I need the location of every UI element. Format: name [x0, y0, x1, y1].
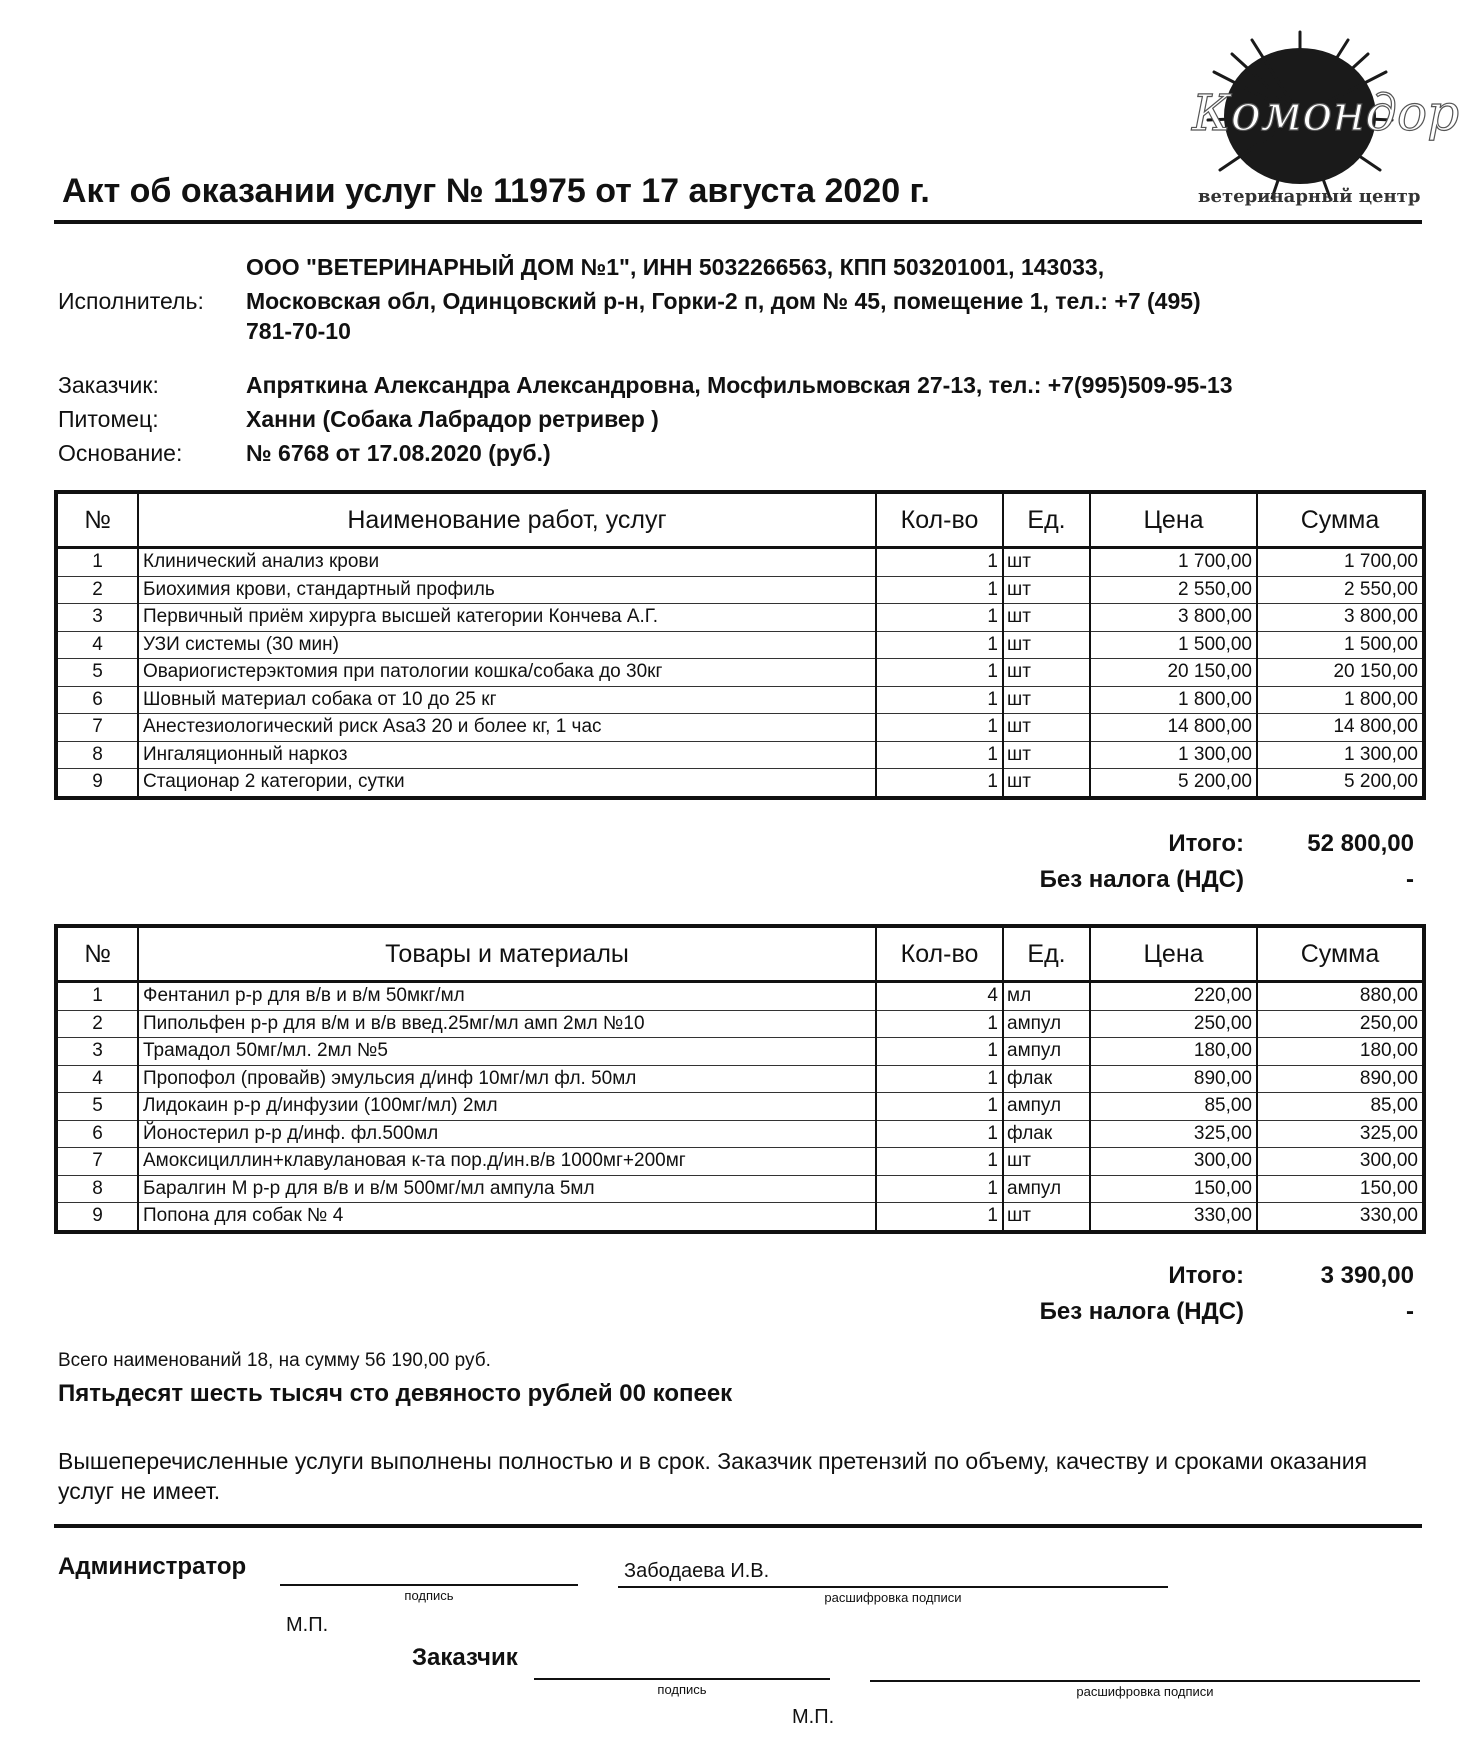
row-unit: шт — [1003, 1148, 1090, 1176]
row-qty: 1 — [876, 604, 1003, 632]
row-qty: 1 — [876, 741, 1003, 769]
row-price: 2 550,00 — [1090, 576, 1257, 604]
row-sum: 1 300,00 — [1257, 741, 1424, 769]
executor-line-1: ООО "ВЕТЕРИНАРНЫЙ ДОМ №1", ИНН 5032266563, КПП 503201001, 143033, — [246, 254, 1105, 280]
table-row — [56, 659, 1424, 687]
admin-name: Забодаева И.В. — [624, 1560, 770, 1582]
pet-value: Ханни (Собака Лабрадор ретривер ) — [246, 406, 659, 432]
goods-total-value: 3 390,00 — [1320, 1262, 1414, 1289]
table-row — [56, 714, 1424, 742]
row-name: Биохимия крови, стандартный профиль — [138, 576, 876, 604]
logo-script: Комондор — [1192, 84, 1460, 142]
row-no: 3 — [56, 1038, 138, 1066]
row-name: Ингаляционный наркоз — [138, 741, 876, 769]
services-header-row — [56, 492, 1424, 548]
col-sum: Сумма — [1257, 492, 1424, 548]
table-row — [56, 769, 1424, 798]
row-price: 1 700,00 — [1090, 548, 1257, 577]
row-no: 2 — [56, 576, 138, 604]
customer-signature-caption: подпись — [657, 1682, 707, 1697]
row-no: 6 — [56, 686, 138, 714]
row-price: 14 800,00 — [1090, 714, 1257, 742]
table-row — [56, 1010, 1424, 1038]
row-no: 8 — [56, 741, 138, 769]
amount-in-words: Пятьдесят шесть тысяч сто девяносто рублей 00 копеек — [58, 1380, 733, 1407]
row-unit: ампул — [1003, 1038, 1090, 1066]
row-name: Клинический анализ крови — [138, 548, 876, 577]
row-name: Пропофол (провайв) эмульсия д/инф 10мг/мл фл. 50мл — [138, 1065, 876, 1093]
goods-header-row — [56, 926, 1424, 982]
row-price: 5 200,00 — [1090, 769, 1257, 798]
admin-label: Администратор — [58, 1553, 247, 1580]
row-price: 890,00 — [1090, 1065, 1257, 1093]
row-name: Амоксициллин+клавулановая к-та пор.д/ин.в/в 1000мг+200мг — [138, 1148, 876, 1176]
row-no: 9 — [56, 1203, 138, 1232]
table-row — [56, 1065, 1424, 1093]
basis-label: Основание: — [58, 440, 183, 466]
row-qty: 1 — [876, 548, 1003, 577]
row-qty: 1 — [876, 1120, 1003, 1148]
row-no: 1 — [56, 982, 138, 1011]
goods-table — [54, 924, 1426, 1234]
admin-signature-caption: подпись — [404, 1588, 454, 1603]
services-total-label: Итого: — [1168, 830, 1244, 857]
row-sum: 3 800,00 — [1257, 604, 1424, 632]
row-no: 2 — [56, 1010, 138, 1038]
row-sum: 85,00 — [1257, 1093, 1424, 1121]
row-name: Трамадол 50мг/мл. 2мл №5 — [138, 1038, 876, 1066]
col-sum: Сумма — [1257, 926, 1424, 982]
row-price: 220,00 — [1090, 982, 1257, 1011]
goods-total-label: Итого: — [1168, 1262, 1244, 1289]
executor-label: Исполнитель: — [58, 288, 204, 314]
logo — [1180, 20, 1460, 210]
table-row — [56, 1038, 1424, 1066]
row-unit: шт — [1003, 576, 1090, 604]
row-qty: 1 — [876, 659, 1003, 687]
row-unit: шт — [1003, 604, 1090, 632]
row-unit: шт — [1003, 1203, 1090, 1232]
row-price: 20 150,00 — [1090, 659, 1257, 687]
row-no: 5 — [56, 659, 138, 687]
row-qty: 1 — [876, 1093, 1003, 1121]
row-unit: шт — [1003, 714, 1090, 742]
customer-stamp-place: М.П. — [792, 1706, 835, 1728]
table-row — [56, 982, 1424, 1011]
row-price: 330,00 — [1090, 1203, 1257, 1232]
row-name: Овариогистерэктомия при патологии кошка/собака до 30кг — [138, 659, 876, 687]
pet-label: Питомец: — [58, 406, 159, 432]
row-qty: 1 — [876, 1010, 1003, 1038]
row-name: Первичный приём хирурга высшей категории Кончева А.Г. — [138, 604, 876, 632]
row-no: 9 — [56, 769, 138, 798]
basis-value: № 6768 от 17.08.2020 (руб.) — [246, 440, 551, 466]
table-row — [56, 1148, 1424, 1176]
row-price: 1 300,00 — [1090, 741, 1257, 769]
row-price: 325,00 — [1090, 1120, 1257, 1148]
row-sum: 20 150,00 — [1257, 659, 1424, 687]
col-price: Цена — [1090, 492, 1257, 548]
row-qty: 1 — [876, 631, 1003, 659]
admin-decode-caption: расшифровка подписи — [824, 1590, 962, 1605]
row-sum: 14 800,00 — [1257, 714, 1424, 742]
row-sum: 5 200,00 — [1257, 769, 1424, 798]
row-price: 300,00 — [1090, 1148, 1257, 1176]
row-unit: мл — [1003, 982, 1090, 1011]
row-qty: 1 — [876, 686, 1003, 714]
row-price: 1 800,00 — [1090, 686, 1257, 714]
row-name: УЗИ системы (30 мин) — [138, 631, 876, 659]
table-row — [56, 1093, 1424, 1121]
header-divider — [54, 220, 1422, 224]
row-sum: 1 800,00 — [1257, 686, 1424, 714]
executor-line-3: 781-70-10 — [246, 318, 351, 344]
row-price: 85,00 — [1090, 1093, 1257, 1121]
table-row — [56, 686, 1424, 714]
row-unit: шт — [1003, 769, 1090, 798]
row-name: Йоностерил р-р д/инф. фл.500мл — [138, 1120, 876, 1148]
goods-vat-label: Без налога (НДС) — [1039, 1298, 1244, 1325]
row-price: 180,00 — [1090, 1038, 1257, 1066]
table-row — [56, 548, 1424, 577]
row-qty: 1 — [876, 1148, 1003, 1176]
page-title: Акт об оказании услуг № 11975 от 17 августа 2020 г. — [62, 172, 930, 210]
row-sum: 1 700,00 — [1257, 548, 1424, 577]
row-name: Шовный материал собака от 10 до 25 кг — [138, 686, 876, 714]
row-sum: 300,00 — [1257, 1148, 1424, 1176]
row-no: 3 — [56, 604, 138, 632]
row-unit: флак — [1003, 1120, 1090, 1148]
table-row — [56, 604, 1424, 632]
col-name: Наименование работ, услуг — [138, 492, 876, 548]
col-qty: Кол-во — [876, 926, 1003, 982]
customer-signature-line — [534, 1678, 830, 1680]
row-no: 7 — [56, 714, 138, 742]
col-unit: Ед. — [1003, 492, 1090, 548]
row-sum: 1 500,00 — [1257, 631, 1424, 659]
row-name: Пипольфен р-р для в/м и в/в введ.25мг/мл амп 2мл №10 — [138, 1010, 876, 1038]
row-qty: 1 — [876, 1065, 1003, 1093]
row-sum: 330,00 — [1257, 1203, 1424, 1232]
row-qty: 1 — [876, 576, 1003, 604]
row-price: 3 800,00 — [1090, 604, 1257, 632]
row-no: 4 — [56, 631, 138, 659]
customer-label: Заказчик: — [58, 372, 159, 398]
customer-decode-line — [870, 1680, 1420, 1682]
row-name: Баралгин М р-р для в/в и в/м 500мг/мл ампула 5мл — [138, 1175, 876, 1203]
row-unit: шт — [1003, 659, 1090, 687]
row-sum: 250,00 — [1257, 1010, 1424, 1038]
executor-line-2: Московская обл, Одинцовский р-н, Горки-2 п, дом № 45, помещение 1, тел.: +7 (495) — [246, 288, 1201, 314]
col-name: Товары и материалы — [138, 926, 876, 982]
admin-stamp-place: М.П. — [286, 1614, 329, 1636]
row-qty: 1 — [876, 714, 1003, 742]
row-unit: ампул — [1003, 1010, 1090, 1038]
row-sum: 880,00 — [1257, 982, 1424, 1011]
table-row — [56, 1203, 1424, 1232]
customer-sign-label: Заказчик — [412, 1644, 518, 1671]
row-qty: 1 — [876, 1175, 1003, 1203]
row-sum: 325,00 — [1257, 1120, 1424, 1148]
row-unit: флак — [1003, 1065, 1090, 1093]
row-no: 7 — [56, 1148, 138, 1176]
footer-divider — [54, 1524, 1422, 1528]
row-qty: 1 — [876, 1203, 1003, 1232]
row-sum: 890,00 — [1257, 1065, 1424, 1093]
admin-signature-line — [280, 1584, 578, 1586]
row-unit: шт — [1003, 686, 1090, 714]
row-price: 1 500,00 — [1090, 631, 1257, 659]
col-no: № — [56, 926, 138, 982]
row-unit: ампул — [1003, 1175, 1090, 1203]
table-row — [56, 1120, 1424, 1148]
row-name: Попона для собак № 4 — [138, 1203, 876, 1232]
services-vat-value: - — [1406, 866, 1414, 893]
row-sum: 2 550,00 — [1257, 576, 1424, 604]
row-name: Фентанил р-р для в/в и в/м 50мкг/мл — [138, 982, 876, 1011]
services-table — [54, 490, 1426, 800]
row-no: 8 — [56, 1175, 138, 1203]
row-name: Стационар 2 категории, сутки — [138, 769, 876, 798]
col-qty: Кол-во — [876, 492, 1003, 548]
table-row — [56, 741, 1424, 769]
row-name: Лидокаин р-р д/инфузии (100мг/мл) 2мл — [138, 1093, 876, 1121]
row-unit: ампул — [1003, 1093, 1090, 1121]
goods-vat-value: - — [1406, 1298, 1414, 1325]
row-no: 4 — [56, 1065, 138, 1093]
row-sum: 180,00 — [1257, 1038, 1424, 1066]
table-row — [56, 1175, 1424, 1203]
table-row — [56, 631, 1424, 659]
row-sum: 150,00 — [1257, 1175, 1424, 1203]
admin-decode-line — [618, 1586, 1168, 1588]
row-price: 250,00 — [1090, 1010, 1257, 1038]
services-total-value: 52 800,00 — [1307, 830, 1414, 857]
customer-value: Апряткина Александра Александровна, Мосфильмовская 27-13, тел.: +7(995)509-95-13 — [246, 372, 1233, 398]
row-no: 5 — [56, 1093, 138, 1121]
row-price: 150,00 — [1090, 1175, 1257, 1203]
row-unit: шт — [1003, 631, 1090, 659]
services-vat-label: Без налога (НДС) — [1039, 866, 1244, 893]
row-no: 6 — [56, 1120, 138, 1148]
row-unit: шт — [1003, 548, 1090, 577]
col-no: № — [56, 492, 138, 548]
acceptance-statement: Вышеперечисленные услуги выполнены полностью и в срок. Заказчик претензий по объему, качеству и сроками оказания услуг не имеет. — [58, 1448, 1368, 1504]
row-qty: 1 — [876, 1038, 1003, 1066]
items-count-line: Всего наименований 18, на сумму 56 190,00 руб. — [58, 1350, 491, 1371]
row-name: Анестезиологический риск Asa3 20 и более кг, 1 час — [138, 714, 876, 742]
row-qty: 4 — [876, 982, 1003, 1011]
customer-decode-caption: расшифровка подписи — [1076, 1684, 1214, 1699]
row-no: 1 — [56, 548, 138, 577]
col-unit: Ед. — [1003, 926, 1090, 982]
table-row — [56, 576, 1424, 604]
row-unit: шт — [1003, 741, 1090, 769]
logo-tagline: ветеринарный центр — [1198, 186, 1421, 207]
col-price: Цена — [1090, 926, 1257, 982]
row-qty: 1 — [876, 769, 1003, 798]
